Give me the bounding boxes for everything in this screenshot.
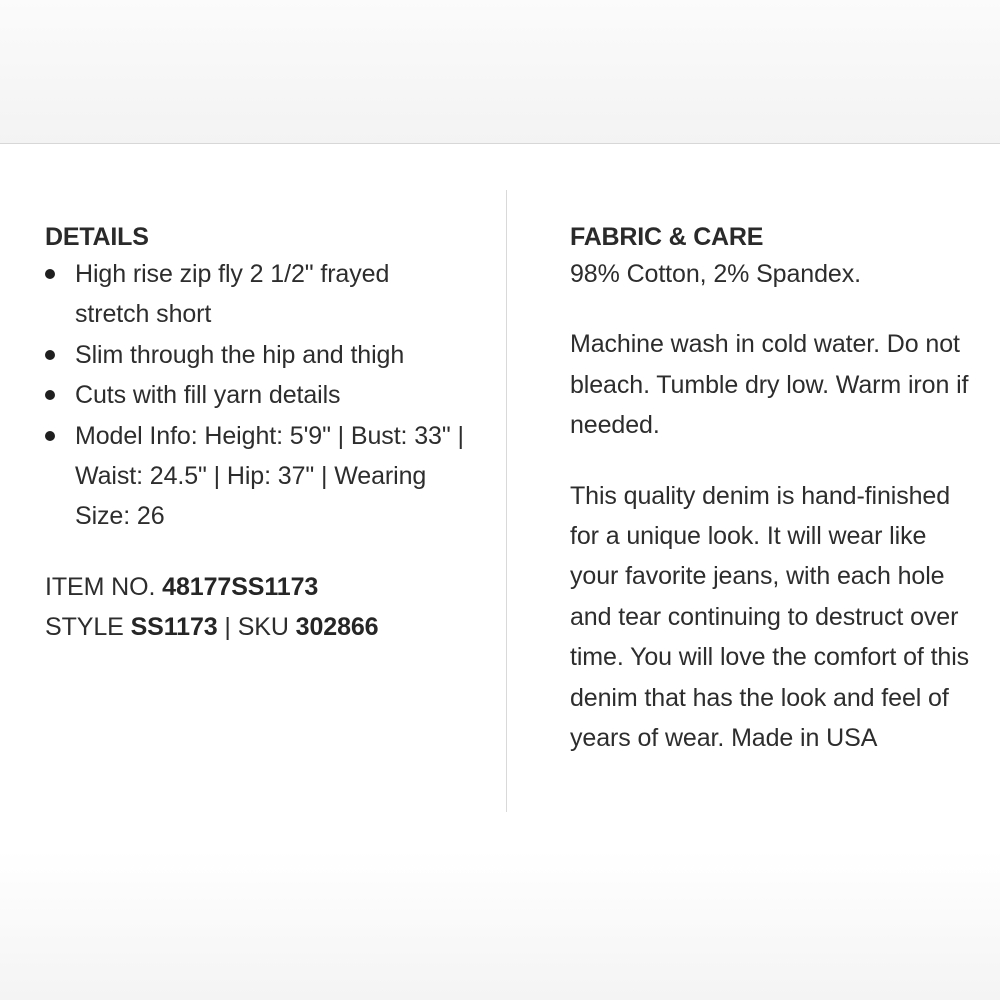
care-instructions: Machine wash in cold water. Do not bleach. Tumble dry low. Warm iron if needed. [570,330,969,440]
details-panel [45,220,465,648]
details-item: Model Info: Height: 5'9" | Bust: 33" | Waist: 24.5" | Hip: 37" | Wearing Size: 26 [45,416,465,537]
item-number-value: 48177SS1173 [162,572,319,601]
style-label: STYLE [45,613,124,642]
details-list [45,254,465,537]
details-item: Cuts with fill yarn details [45,375,465,415]
fabric-care-panel [570,220,980,758]
fabric-care-title: FABRIC & CARE [570,223,764,251]
product-meta [45,567,465,648]
item-number-line [45,567,465,607]
column-divider [506,190,507,812]
sku-value: 302866 [295,613,379,642]
product-description: This quality denim is hand-finished for a unique look. It will wear like your favorite jeans, with each hole and tear continuing to destruct over time. You will love the comfort of this denim that has the look and feel of years of wear. Made in USA [570,481,970,753]
style-value: SS1173 [130,613,218,642]
details-item: High rise zip fly 2 1/2" frayed stretch short [45,254,465,335]
sku-label: SKU [237,613,289,642]
details-item: Slim through the hip and thigh [45,335,465,375]
meta-separator: | [224,613,231,642]
style-sku-line [45,607,465,647]
header-band [0,0,1000,144]
item-number-label: ITEM NO. [45,572,156,601]
details-title: DETAILS [45,223,149,251]
fabric-composition: 98% Cotton, 2% Spandex. [570,260,861,288]
footer-shade [0,850,1000,1000]
